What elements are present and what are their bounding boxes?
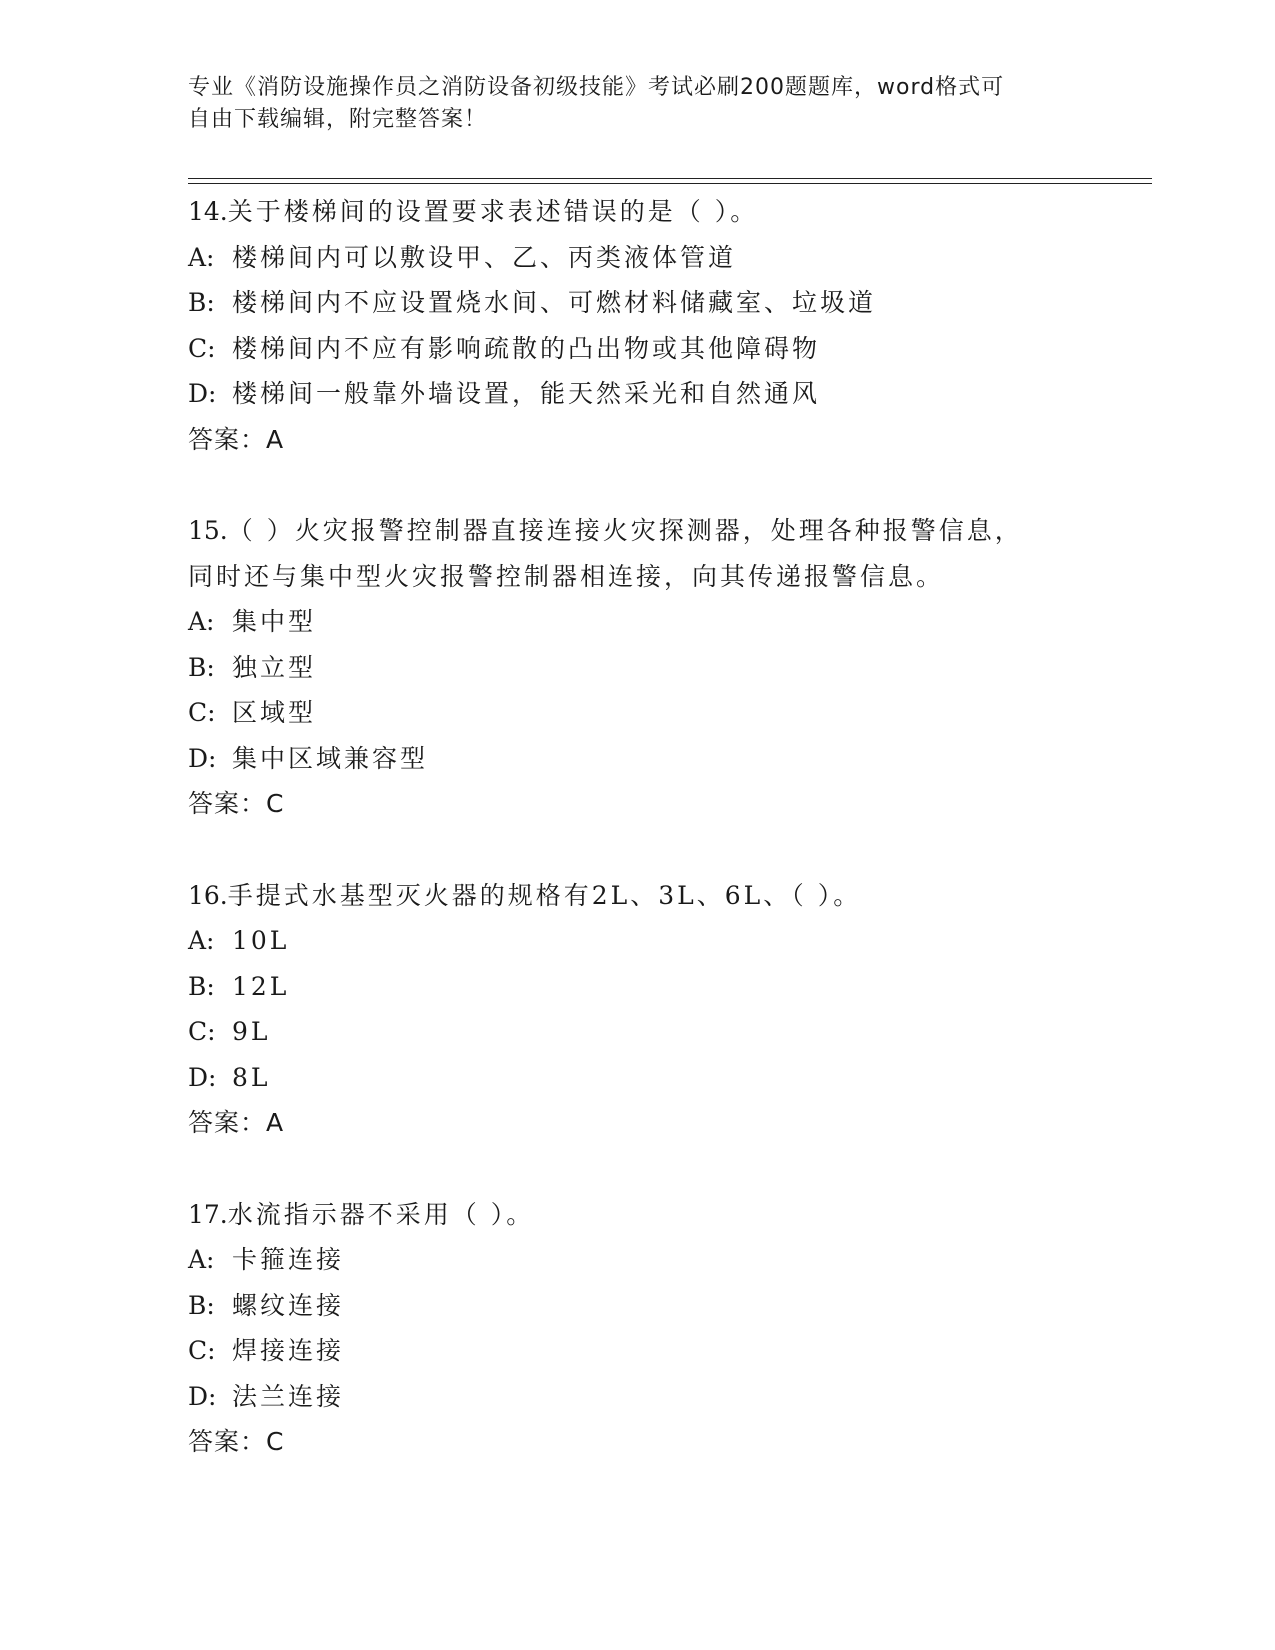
question-stem-continued: 同时还与集中型火灾报警控制器相连接，向其传递报警信息。 [188,561,945,591]
option-text: 10L [232,926,290,955]
question-stem [188,873,1148,919]
option-key: C: [188,1017,216,1046]
option-key: B: [188,652,215,682]
option-key: A: [188,607,215,636]
option-key: D: [188,1381,217,1411]
option-text: 集中型 [232,607,317,636]
option-key: C: [188,333,216,363]
option-text: 法兰连接 [232,1381,345,1411]
question-text: 手提式水基型灭火器的规格有2L、3L、6L、（ ）。 [227,880,862,910]
question-16 [188,873,1148,1146]
option-text: 楼梯间内不应设置烧水间、可燃材料储藏室、垃圾道 [232,288,877,317]
option-key: D: [188,1062,217,1092]
question-list [188,189,1148,1511]
option-key: B: [188,288,215,317]
option-b [188,645,1148,691]
option-d [188,1374,1148,1420]
option-text: 区域型 [232,698,317,727]
option-b [188,1283,1148,1329]
answer-label: 答案： [188,789,267,818]
question-17 [188,1192,1148,1465]
question-15 [188,508,1148,827]
option-key: B: [188,971,215,1001]
question-number: 17. [188,1199,228,1229]
question-text: （ ）火灾报警控制器直接连接火灾探测器，处理各种报警信息， [227,516,1023,545]
question-number: 16. [188,880,228,910]
option-c [188,326,1148,372]
option-text: 楼梯间一般靠外墙设置，能天然采光和自然通风 [232,379,821,408]
option-key: A: [188,926,215,955]
answer-label: 答案： [188,1108,267,1137]
question-text: 水流指示器不采用（ ）。 [227,1199,535,1229]
option-key: A: [188,242,215,272]
question-14 [188,189,1148,462]
answer-value: A [266,424,285,454]
option-d [188,736,1148,782]
question-stem [188,1192,1148,1238]
option-text: 8L [232,1062,271,1092]
header-line-2: 自由下载编辑，附完整答案！ [188,107,488,132]
option-b [188,280,1148,326]
answer-line [188,417,1148,463]
option-d [188,371,1148,417]
option-text: 楼梯间内不应有影响疏散的凸出物或其他障碍物 [232,333,821,363]
answer-value: C [266,789,285,818]
option-key: B: [188,1290,215,1320]
answer-value: C [266,1427,285,1456]
header-divider-top [188,178,1152,179]
option-key: A: [188,1245,215,1274]
option-key: D: [188,743,217,773]
option-key: D: [188,379,217,408]
option-text: 集中区域兼容型 [232,743,429,773]
option-text: 焊接连接 [232,1336,345,1365]
question-number: 15. [188,516,228,545]
option-text: 楼梯间内可以敷设甲、乙、丙类液体管道 [232,242,737,272]
option-c [188,1009,1148,1055]
option-c [188,690,1148,736]
option-text: 9L [232,1017,271,1046]
option-text: 12L [232,971,290,1001]
answer-line [188,1419,1148,1465]
option-key: C: [188,698,216,727]
answer-label: 答案： [188,1427,267,1456]
answer-value: A [266,1108,285,1137]
option-text: 螺纹连接 [232,1290,345,1320]
question-number: 14. [188,197,228,226]
option-a [188,1237,1148,1283]
option-a [188,235,1148,281]
option-a [188,918,1148,964]
document-header [188,72,1068,136]
header-divider-bottom [188,183,1152,184]
answer-line [188,781,1148,827]
question-stem [188,508,1148,554]
option-d [188,1055,1148,1101]
option-text: 独立型 [232,652,317,682]
answer-line [188,1100,1148,1146]
answer-label: 答案： [188,424,267,454]
question-stem [188,189,1148,235]
option-key: C: [188,1336,216,1365]
header-line-1: 专业《消防设施操作员之消防设备初级技能》考试必刷200题题库，word格式可 [188,75,1005,100]
option-a [188,599,1148,645]
option-text: 卡箍连接 [232,1245,345,1274]
option-c [188,1328,1148,1374]
question-text: 关于楼梯间的设置要求表述错误的是（ ）。 [227,197,759,226]
option-b [188,964,1148,1010]
